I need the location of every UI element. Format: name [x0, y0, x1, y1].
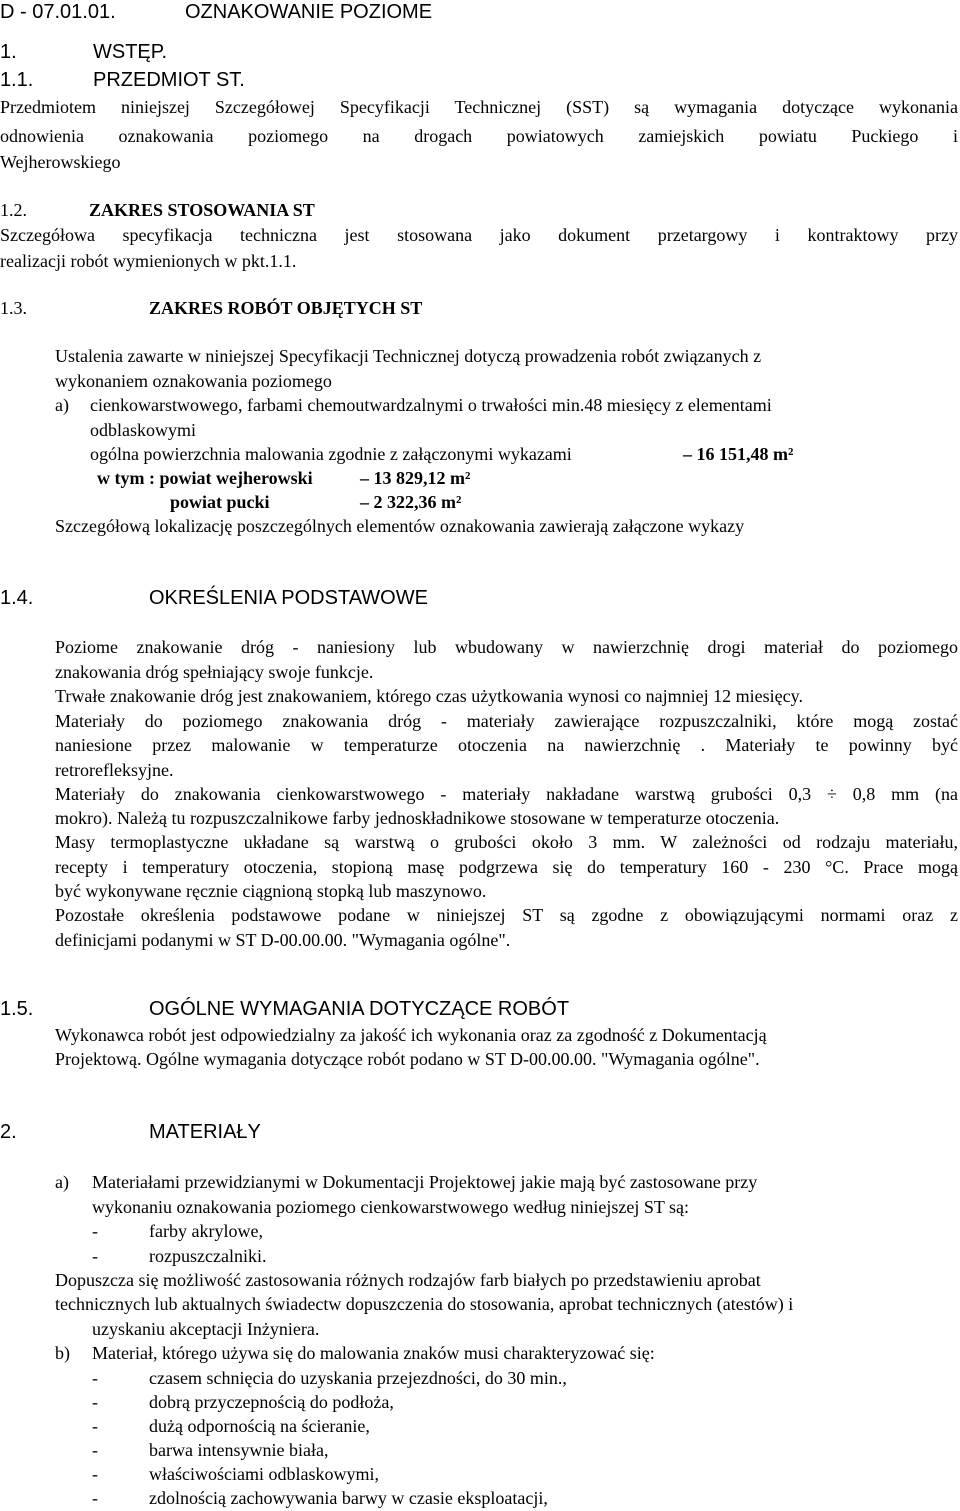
list-item: właściwościami odblaskowymi,	[149, 1464, 379, 1484]
area-label: ogólna powierzchnia malowania zgodnie z załączonymi wykazami	[90, 444, 572, 464]
section-1-3-number: 1.3.	[0, 298, 27, 318]
section-1-4-line: Pozostałe określenia podstawowe podane w niniejszej ST są zgodne z obowiązującymi normami oraz z	[55, 905, 958, 925]
section-2-title: MATERIAŁY	[149, 1121, 261, 1143]
section-1-4-line: definicjami podanymi w ST D-00.00.00. "Wymagania ogólne".	[55, 930, 511, 950]
materials-a-marker: a)	[55, 1172, 69, 1192]
section-1-5-line: Projektową. Ogólne wymagania dotyczące robót podano w ST D-00.00.00. "Wymagania ogólne".	[55, 1049, 760, 1069]
section-1-3-intro: Ustalenia zawarte w niniejszej Specyfikacji Technicznej dotyczą prowadzenia robót związanych z	[55, 346, 762, 366]
note-line: Dopuszcza się możliwość zastosowania różnych rodzajów farb białych po przedstawieniu aprobat	[55, 1270, 761, 1290]
w-tym-label: w tym : powiat wejherowski	[97, 468, 313, 488]
doc-title: OZNAKOWANIE POZIOME	[185, 1, 433, 23]
note-line: uzyskaniu akceptacji Inżyniera.	[92, 1319, 320, 1339]
section-1-2-number: 1.2.	[0, 200, 27, 220]
list-item: zdolnością zachowywania barwy w czasie eksploatacji,	[149, 1488, 548, 1508]
item-a-line: cienkowarstwowego, farbami chemoutwardzalnymi o trwałości min.48 miesięcy z elementami	[90, 395, 772, 415]
list-dash: -	[92, 1440, 98, 1460]
list-dash: -	[92, 1488, 98, 1508]
section-1-4-line: Masy termoplastyczne układane są warstwą o grubości około 3 mm. W zależności od rodzaju materiału,	[55, 832, 958, 852]
section-1-4-line: Materiały do znakowania cienkowarstwowego - materiały nakładane warstwą grubości 0,3 ÷ 0,8 mm (na	[55, 784, 958, 804]
list-item: dobrą przyczepnością do podłoża,	[149, 1392, 394, 1412]
section-1-2-title: ZAKRES STOSOWANIA ST	[89, 200, 315, 220]
pucki-value: – 2 322,36 m²	[360, 492, 462, 512]
section-2-number: 2.	[0, 1121, 17, 1143]
list-item: barwa intensywnie biała,	[149, 1440, 329, 1460]
list-item: farby akrylowe,	[149, 1221, 263, 1241]
section-1-1-line: Przedmiotem niniejszej Szczegółowej Specyfikacji Technicznej (SST) są wymagania dotyczące wykonania	[0, 97, 958, 117]
section-1-5-title: OGÓLNE WYMAGANIA DOTYCZĄCE ROBÓT	[149, 998, 570, 1020]
list-dash: -	[92, 1368, 98, 1388]
section-1-4-line: naniesione przez malowanie w temperaturze otoczenia na nawierzchnię . Materiały te powinny być	[55, 735, 958, 755]
area-value: – 16 151,48 m²	[683, 444, 794, 464]
section-1-4-line: mokro). Należą tu rozpuszczalnikowe farby jednoskładnikowe stosowane w temperaturze otoczenia.	[55, 808, 780, 828]
section-1-4-line: Trwałe znakowanie dróg jest znakowaniem, którego czas użytkowania wynosi co najmniej 12 miesięcy.	[55, 686, 803, 706]
section-1-5-number: 1.5.	[0, 998, 34, 1020]
pucki-label: powiat pucki	[170, 492, 270, 512]
list-dash: -	[92, 1246, 98, 1266]
list-dash: -	[92, 1416, 98, 1436]
section-1-number: 1.	[0, 41, 17, 63]
list-dash: -	[92, 1221, 98, 1241]
section-1-1-line: odnowienia oznakowania poziomego na drogach powiatowych zamiejskich powiatu Puckiego i	[0, 126, 958, 146]
item-a-line: odblaskowymi	[90, 420, 196, 440]
materials-a-line: Materiałami przewidzianymi w Dokumentacji Projektowej jakie mają być zastosowane przy	[92, 1172, 758, 1192]
w-tym-value: – 13 829,12 m²	[360, 468, 471, 488]
section-1-4-line: być wykonywane ręcznie ciągnioną stopką lub maszynowo.	[55, 881, 487, 901]
section-1-3-intro: wykonaniem oznakowania poziomego	[55, 371, 332, 391]
section-1-4-title: OKREŚLENIA PODSTAWOWE	[149, 587, 428, 609]
section-1-4-line: Poziome znakowanie dróg - naniesiony lub wbudowany w nawierzchnię drogi materiał do poziomego	[55, 637, 958, 657]
doc-code: D - 07.01.01.	[0, 1, 116, 23]
section-1-4-line: Materiały do poziomego znakowania dróg - materiały zawierające rozpuszczalniki, które mogą zostać	[55, 711, 958, 731]
section-1-4-line: recepty i temperatury otoczenia, stopioną masę podgrzewa się do temperatury 160 - 230 °C. Prace mogą	[55, 857, 958, 877]
section-1-2-line: realizacji robót wymienionych w pkt.1.1.	[0, 251, 297, 271]
note-line: technicznych lub aktualnych świadectw dopuszczenia do stosowania, aprobat technicznych (atestów) i	[55, 1294, 794, 1314]
section-1-4-line: znakowania dróg spełniający swoje funkcje.	[55, 662, 374, 682]
item-a-marker: a)	[55, 395, 69, 415]
section-1-title: WSTĘP.	[93, 41, 168, 63]
section-1-2-line: Szczegółowa specyfikacja techniczna jest stosowana jako dokument przetargowy i kontraktowy przy	[0, 225, 958, 245]
materials-a-line: wykonaniu oznakowania poziomego cienkowarstwowego według niniejszej ST są:	[92, 1197, 690, 1217]
materials-b-marker: b)	[55, 1343, 70, 1363]
section-1-1-line: Wejherowskiego	[0, 152, 121, 172]
list-dash: -	[92, 1464, 98, 1484]
section-1-3-closing: Szczegółową lokalizację poszczególnych elementów oznakowania zawierają załączone wykazy	[55, 516, 745, 536]
section-1-5-line: Wykonawca robót jest odpowiedzialny za jakość ich wykonania oraz za zgodność z Dokumentacją	[55, 1025, 767, 1045]
section-1-1-number: 1.1.	[0, 69, 34, 91]
section-1-4-number: 1.4.	[0, 587, 34, 609]
section-1-3-title: ZAKRES ROBÓT OBJĘTYCH ST	[149, 298, 423, 318]
section-1-4-line: retrorefleksyjne.	[55, 760, 174, 780]
section-1-1-title: PRZEDMIOT ST.	[93, 69, 245, 91]
list-item: rozpuszczalniki.	[149, 1246, 267, 1266]
list-dash: -	[92, 1392, 98, 1412]
materials-b-line: Materiał, którego używa się do malowania znaków musi charakteryzować się:	[92, 1343, 655, 1363]
list-item: dużą odpornością na ścieranie,	[149, 1416, 370, 1436]
list-item: czasem schnięcia do uzyskania przejezdności, do 30 min.,	[149, 1368, 567, 1388]
